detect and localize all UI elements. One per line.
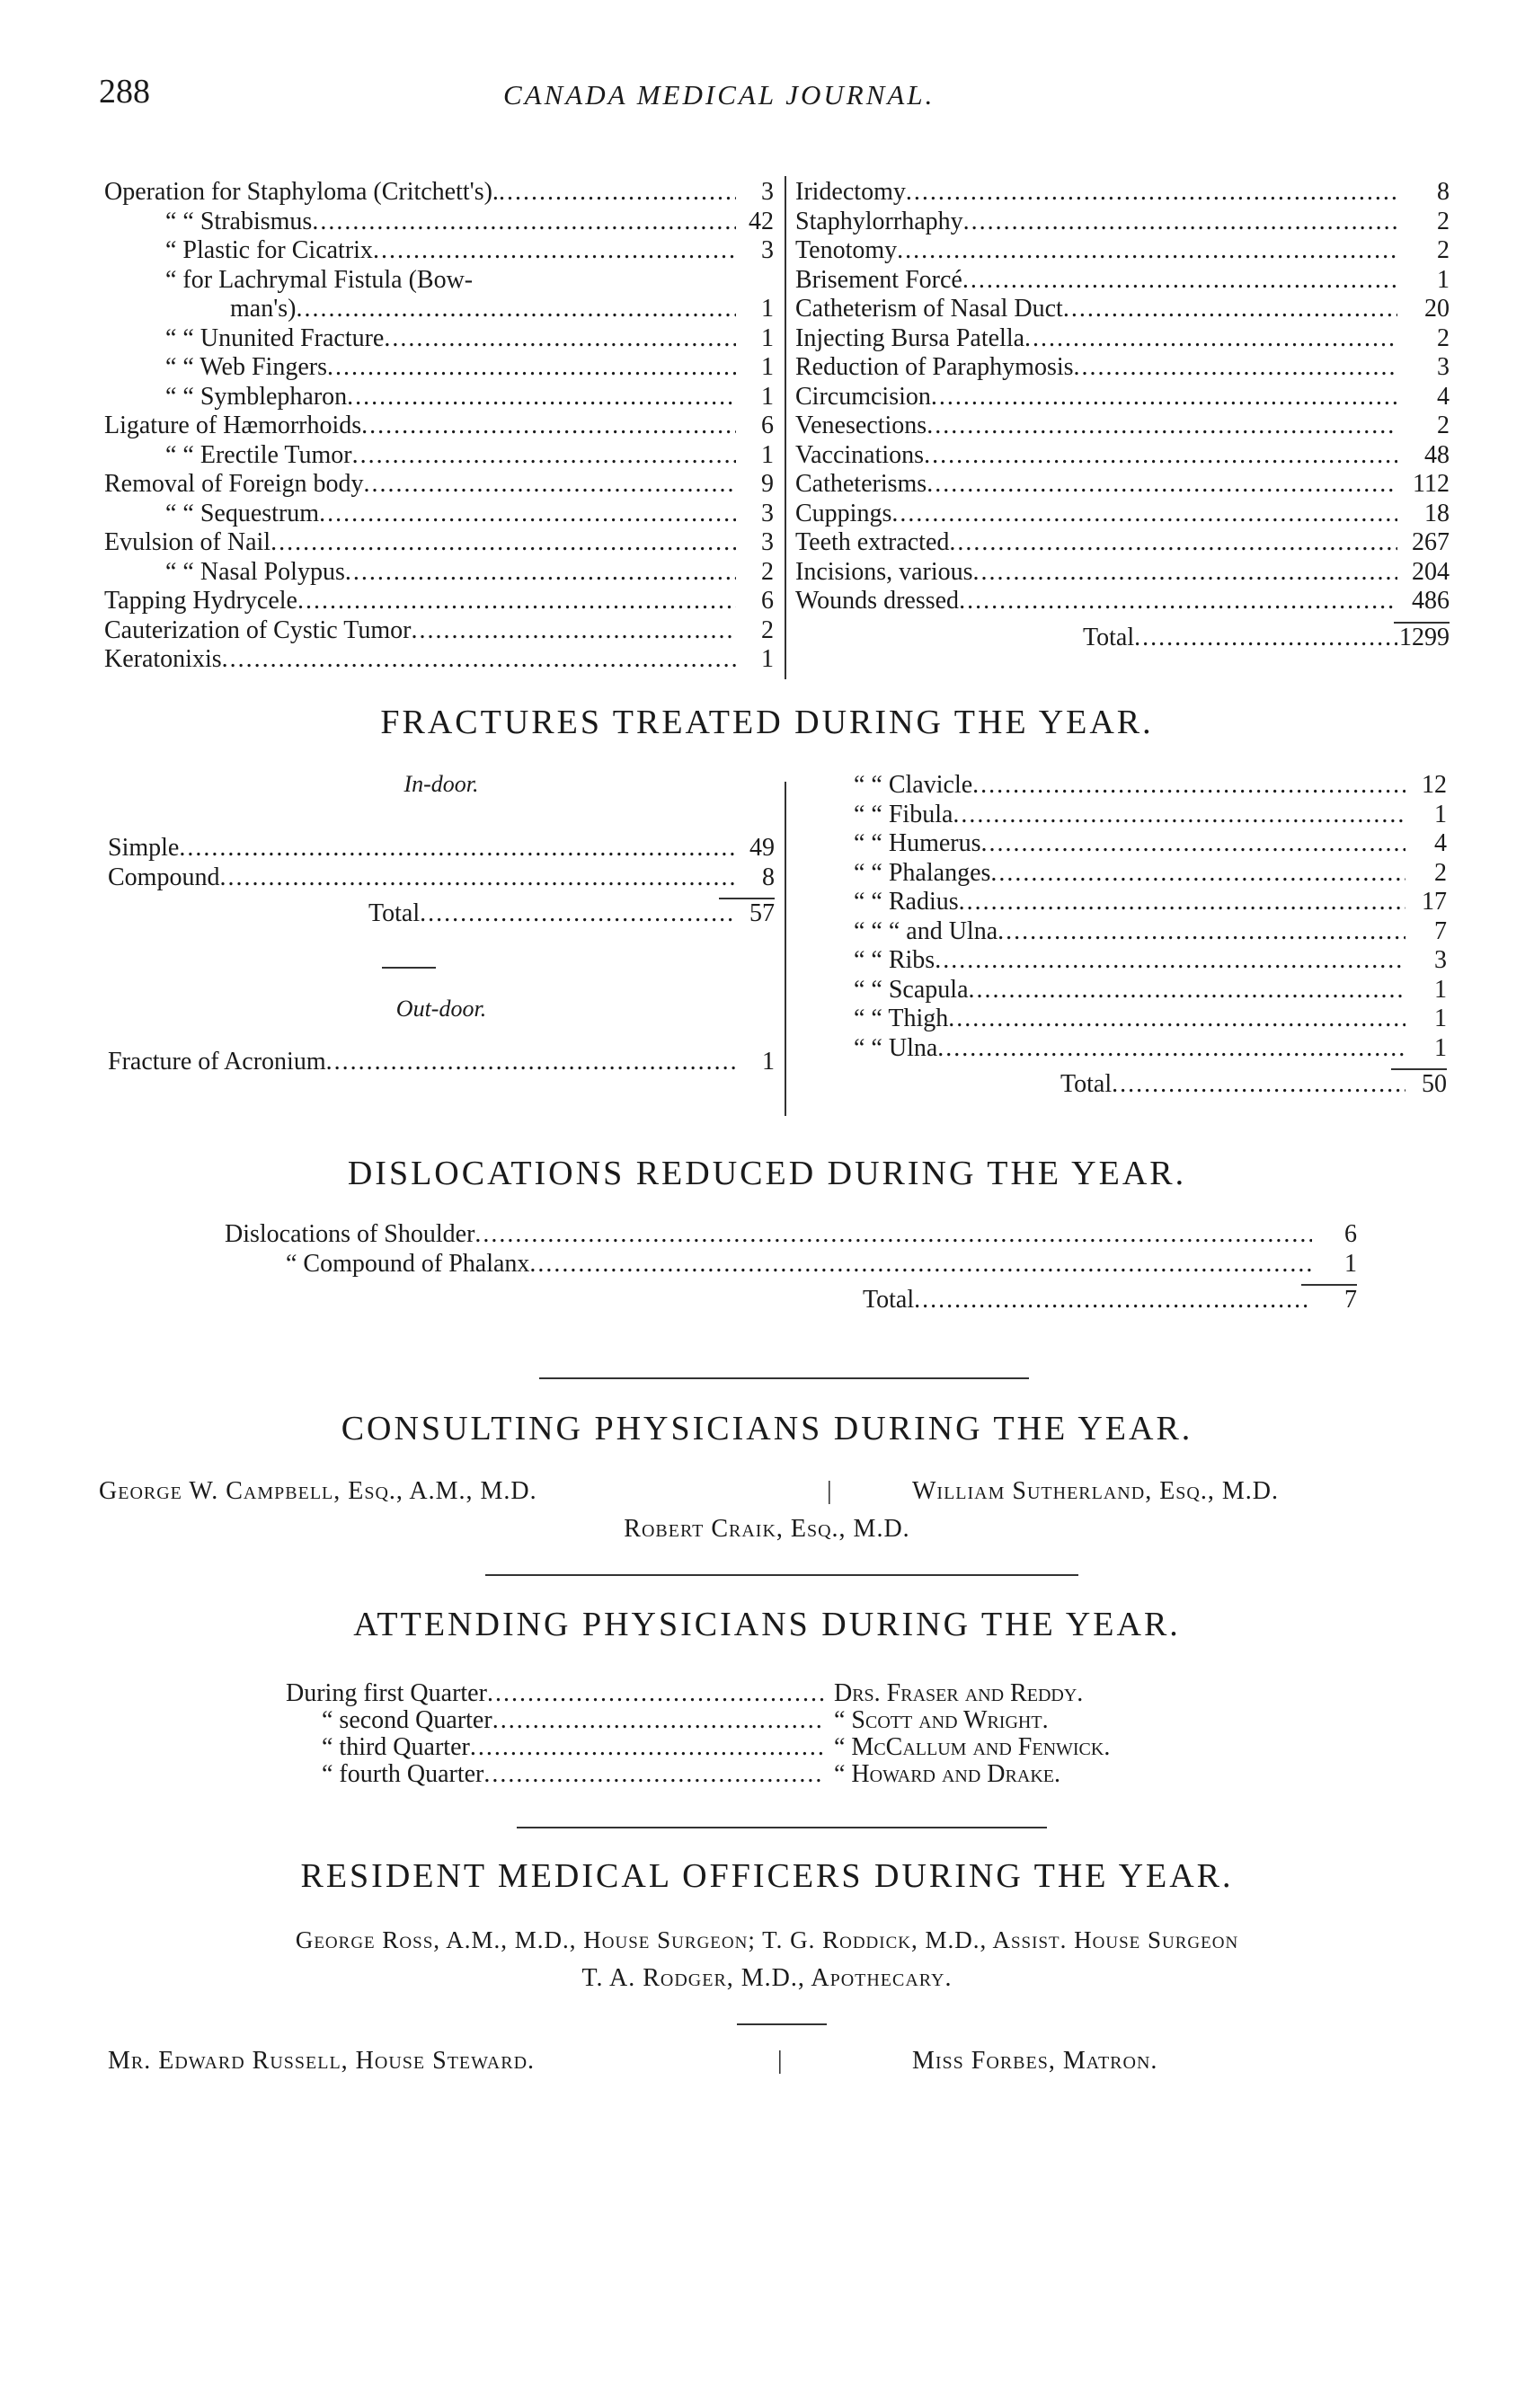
section-rule — [517, 1827, 1047, 1828]
row-label: “ “ Ribs — [854, 946, 935, 974]
row-label: Fracture of Acronium — [108, 1047, 326, 1076]
row-value: 42 — [749, 207, 774, 235]
table-row — [854, 888, 1447, 917]
row-label: Incisions, various — [795, 557, 973, 586]
leader-dots — [1134, 624, 1397, 653]
table-row — [104, 470, 774, 500]
row-value: 8 — [1437, 178, 1450, 206]
leader-dots — [981, 829, 1405, 859]
table-row — [225, 1250, 1357, 1279]
row-value: 6 — [761, 587, 774, 615]
leader-dots — [483, 1761, 825, 1788]
row-value: 267 — [1412, 528, 1450, 556]
row-label: Wounds dressed — [795, 587, 960, 615]
row-label: “ “ Fibula — [854, 800, 953, 828]
leader-dots — [953, 801, 1405, 830]
table-row — [104, 266, 774, 296]
leader-dots — [319, 500, 736, 529]
row-label: “ “ Clavicle — [854, 771, 973, 799]
table-row — [795, 528, 1450, 558]
row-value: 1 — [1434, 975, 1447, 1004]
leader-dots — [312, 208, 736, 237]
leader-dots — [352, 441, 736, 471]
dislocations-total-value: 7 — [1344, 1286, 1357, 1314]
consulting-right-name: William Sutherland, Esq., M.D. — [912, 1477, 1279, 1505]
row-value: 1 — [1437, 265, 1450, 294]
row-label: Operation for Staphyloma (Critchett's). — [104, 178, 499, 206]
consulting-center-row — [0, 1515, 1534, 1544]
section-rule — [539, 1377, 1029, 1379]
quarter-cell — [286, 1734, 825, 1761]
row-value: 2 — [1434, 858, 1447, 887]
doctors-cell: “ Scott and Wright. — [834, 1706, 1049, 1734]
row-label: “ “ Radius — [854, 888, 959, 916]
row-label: “ “ Web Fingers — [165, 353, 327, 381]
row-value: 6 — [1344, 1220, 1357, 1248]
row-label: “ Plastic for Cicatrix — [165, 236, 373, 264]
row-label: “ for Lachrymal Fistula (Bow- — [165, 265, 474, 294]
row-value: 3 — [761, 236, 774, 264]
resident-line-1: George Ross, A.M., M.D., House Surgeon; T. G. Roddick, M.D., Assist. House Surgeon — [295, 1926, 1239, 1953]
indoor-subheading: In-door. — [403, 771, 479, 797]
leader-dots — [998, 917, 1405, 947]
row-value: 4 — [1437, 382, 1450, 411]
fractures-right-column — [854, 771, 1447, 1100]
row-value: 3 — [1434, 946, 1447, 974]
leader-dots — [924, 441, 1397, 471]
leader-dots — [487, 1680, 825, 1707]
row-value: 1 — [761, 440, 774, 469]
column-divider — [785, 782, 786, 1116]
row-value: 1 — [1434, 1033, 1447, 1062]
leader-dots — [897, 236, 1397, 266]
leader-dots — [937, 1034, 1405, 1064]
leader-dots — [891, 500, 1397, 529]
row-label: Tenotomy — [795, 236, 898, 264]
row-value: 8 — [762, 863, 775, 891]
table-row — [108, 834, 775, 863]
row-value: 6 — [761, 412, 774, 439]
leader-dots — [990, 859, 1405, 889]
leader-dots — [296, 295, 736, 324]
leader-dots — [969, 976, 1406, 1005]
row-label: Evulsion of Nail — [104, 528, 271, 556]
row-label: “ “ Thigh — [854, 1005, 949, 1032]
leader-dots — [948, 1005, 1405, 1034]
row-label: Simple — [108, 834, 180, 862]
row-label: “ “ Sequestrum — [165, 499, 320, 527]
row-label: “ “ Strabismus — [165, 207, 313, 235]
table-row — [795, 441, 1450, 471]
table-row — [104, 324, 774, 354]
doctors-cell: Drs. Fraser and Reddy. — [834, 1679, 1084, 1707]
row-value: 48 — [1424, 440, 1450, 469]
attending-row — [286, 1734, 1319, 1761]
attending-row — [286, 1707, 1319, 1734]
row-label: Reduction of Paraphymosis — [795, 353, 1074, 381]
row-label: Injecting Bursa Patella — [795, 323, 1025, 352]
row-value: 112 — [1413, 470, 1450, 498]
indoor-total-value: 57 — [749, 899, 775, 927]
row-label: “ “ Symblepharon — [165, 382, 348, 411]
leader-dots — [364, 470, 736, 500]
table-row — [854, 976, 1447, 1005]
operations-left-column — [104, 178, 774, 675]
row-value: 1 — [762, 1047, 775, 1076]
total-label: Total — [1083, 623, 1135, 651]
leader-dots — [959, 587, 1397, 616]
doctors-cell: “ Howard and Drake. — [834, 1760, 1060, 1788]
table-row — [795, 208, 1450, 237]
short-rule — [737, 2023, 827, 2025]
row-value: 3 — [761, 528, 774, 556]
table-row — [104, 441, 774, 471]
row-value: 2 — [761, 557, 774, 586]
row-value: 204 — [1412, 557, 1450, 586]
row-label: Ligature of Hæmorrhoids — [104, 412, 362, 439]
table-row — [795, 412, 1450, 441]
row-label: Venesections — [795, 412, 927, 439]
row-value: 20 — [1424, 295, 1450, 323]
row-label: Removal of Foreign body — [104, 470, 364, 498]
page-number: 288 — [99, 73, 150, 111]
operations-total-row — [795, 624, 1450, 653]
resident-line-2: T. A. Rodger, M.D., Apothecary. — [581, 1964, 953, 1992]
leader-dots — [927, 470, 1397, 500]
row-value: 2 — [761, 615, 774, 644]
table-row — [108, 863, 775, 893]
row-label: man's) — [230, 295, 297, 323]
quarter-label: “ second Quarter — [322, 1706, 492, 1734]
row-label: Tapping Hydrycele — [104, 587, 297, 615]
row-value: 3 — [761, 499, 774, 527]
leader-dots — [222, 645, 736, 675]
leader-dots — [962, 266, 1397, 296]
row-value: 3 — [761, 178, 774, 206]
table-row — [104, 383, 774, 412]
quarter-cell — [286, 1761, 825, 1788]
table-row — [854, 917, 1447, 947]
row-label: Vaccinations — [795, 440, 925, 469]
leader-dots — [972, 771, 1405, 801]
row-label: “ Compound of Phalanx — [286, 1249, 530, 1278]
row-label: “ “ “ and Ulna — [854, 916, 998, 945]
table-row — [104, 178, 774, 208]
attending-row — [286, 1680, 1319, 1707]
page-header — [99, 72, 1444, 126]
attending-row — [286, 1761, 1319, 1788]
row-value: 2 — [1437, 323, 1450, 352]
row-value: 1 — [761, 353, 774, 381]
row-label: “ “ Erectile Tumor — [165, 440, 352, 469]
indoor-total-row: Total ..... 57 — [108, 899, 775, 929]
leader-dots — [347, 383, 736, 412]
table-row — [795, 587, 1450, 616]
table-row — [795, 470, 1450, 500]
table-row — [795, 353, 1450, 383]
row-value: 2 — [1437, 412, 1450, 439]
row-label: Catheterisms — [795, 470, 927, 498]
row-value: 12 — [1422, 771, 1447, 799]
running-title: CANADA MEDICAL JOURNAL. — [503, 79, 935, 111]
table-row — [104, 616, 774, 646]
leader-dots — [373, 236, 736, 266]
row-value: 49 — [749, 834, 775, 862]
quarter-cell — [286, 1680, 825, 1707]
table-row — [104, 558, 774, 588]
row-label: “ “ Scapula — [854, 975, 969, 1004]
row-label: Iridectomy — [795, 178, 906, 206]
row-value: 3 — [1437, 353, 1450, 381]
consulting-heading: CONSULTING PHYSICIANS DURING THE YEAR. — [341, 1410, 1193, 1447]
leader-dots — [179, 834, 737, 863]
leader-dots — [219, 863, 737, 893]
table-row — [795, 500, 1450, 529]
row-value: 2 — [1437, 207, 1450, 235]
row-label: “ “ Phalanges — [854, 858, 991, 887]
leader-dots — [470, 1734, 825, 1761]
table-row — [854, 829, 1447, 859]
table-row — [854, 1005, 1447, 1034]
table-row — [854, 859, 1447, 889]
leader-dots — [1024, 324, 1397, 354]
table-row — [104, 208, 774, 237]
leader-dots — [906, 178, 1397, 208]
house-steward: Mr. Edward Russell, House Steward. — [108, 2047, 536, 2075]
row-value: 7 — [1434, 916, 1447, 945]
row-label: “ “ Ununited Fracture — [165, 323, 385, 352]
table-row — [795, 383, 1450, 412]
row-value: 1 — [1434, 1005, 1447, 1032]
table-row — [104, 412, 774, 441]
leader-dots — [931, 383, 1397, 412]
matron: Miss Forbes, Matron. — [912, 2047, 1158, 2075]
row-label: “ “ Humerus — [854, 829, 981, 857]
table-row — [104, 295, 774, 324]
row-value: 4 — [1434, 829, 1447, 857]
row-label: Keratonixis — [104, 645, 222, 673]
row-value: 17 — [1422, 888, 1447, 916]
table-row — [104, 645, 774, 675]
table-row — [854, 801, 1447, 830]
row-label: Cuppings — [795, 499, 892, 527]
row-value: 486 — [1412, 587, 1450, 615]
row-value: 1 — [1344, 1249, 1357, 1278]
fractures-total-value: 50 — [1422, 1070, 1447, 1098]
table-row — [795, 558, 1450, 588]
leader-dots — [529, 1250, 1312, 1279]
row-value: 9 — [761, 470, 774, 498]
attending-table — [286, 1680, 1319, 1788]
dislocations-table — [225, 1220, 1357, 1315]
row-label: Brisement Forcé — [795, 265, 962, 294]
leader-dots — [973, 558, 1397, 588]
leader-dots — [384, 324, 736, 354]
row-label: “ “ Ulna — [854, 1033, 938, 1062]
leader-dots — [959, 888, 1405, 917]
leader-dots — [949, 528, 1397, 558]
row-label: “ “ Nasal Polypus — [165, 557, 345, 586]
row-label: Cauterization of Cystic Tumor — [104, 615, 412, 644]
dislocations-heading: DISLOCATIONS REDUCED DURING THE YEAR. — [347, 1155, 1187, 1192]
table-row — [795, 266, 1450, 296]
leader-dots — [411, 616, 736, 646]
leader-dots — [1074, 353, 1397, 383]
fractures-total-row: Total ..... 50 — [854, 1070, 1447, 1100]
row-value: 1 — [761, 323, 774, 352]
table-row — [225, 1220, 1357, 1250]
row-label: Teeth extracted — [795, 528, 950, 556]
row-value: 2 — [1437, 236, 1450, 264]
row-value: 18 — [1424, 499, 1450, 527]
consulting-center-name: Robert Craik, Esq., M.D. — [624, 1515, 910, 1543]
quarter-label: During first Quarter — [286, 1679, 487, 1707]
leader-dots — [935, 946, 1405, 976]
dislocations-total-row: Total ..... 7 — [225, 1286, 1357, 1315]
leader-dots — [499, 178, 736, 208]
table-row — [104, 236, 774, 266]
quarter-label: “ third Quarter — [322, 1733, 470, 1761]
name-separator: | — [827, 1477, 833, 1505]
table-row — [854, 771, 1447, 801]
leader-dots — [492, 1707, 825, 1734]
doctors-cell: “ McCallum and Fenwick. — [834, 1733, 1111, 1761]
leader-dots — [474, 1220, 1312, 1250]
table-row — [104, 353, 774, 383]
name-separator: | — [777, 2047, 784, 2075]
table-row — [104, 528, 774, 558]
leader-dots — [361, 412, 736, 441]
table-row — [795, 236, 1450, 266]
leader-dots — [1063, 295, 1397, 324]
leader-dots — [345, 558, 736, 588]
consulting-left-name: George W. Campbell, Esq., A.M., M.D. — [99, 1477, 537, 1505]
row-value: 1 — [761, 645, 774, 673]
row-value: 1 — [761, 382, 774, 411]
row-label: Staphylorrhaphy — [795, 207, 963, 235]
table-row — [795, 295, 1450, 324]
table-row — [108, 1048, 775, 1077]
leader-dots — [927, 412, 1397, 441]
row-value: 1 — [1434, 800, 1447, 828]
leader-dots — [297, 587, 736, 616]
row-label: Dislocations of Shoulder — [225, 1220, 475, 1248]
row-label: Circumcision — [795, 382, 931, 411]
table-row — [854, 1034, 1447, 1064]
quarter-label: “ fourth Quarter — [322, 1760, 484, 1788]
table-row — [854, 946, 1447, 976]
table-row — [795, 178, 1450, 208]
row-label: Compound — [108, 863, 220, 891]
leader-dots — [963, 208, 1397, 237]
outdoor-subheading: Out-door. — [395, 995, 487, 1022]
table-row — [104, 587, 774, 616]
table-row — [795, 324, 1450, 354]
fractures-left-column — [108, 771, 775, 1076]
table-row — [104, 500, 774, 529]
section-rule — [485, 1574, 1078, 1576]
leader-dots — [327, 353, 736, 383]
leader-dots — [326, 1048, 737, 1077]
operations-right-column — [795, 178, 1450, 652]
leader-dots — [270, 528, 736, 558]
operations-total-value: 1299 — [1399, 623, 1450, 651]
resident-heading: RESIDENT MEDICAL OFFICERS DURING THE YEAR. — [300, 1857, 1234, 1895]
row-label: Catheterism of Nasal Duct — [795, 295, 1063, 323]
quarter-cell — [286, 1707, 825, 1734]
column-divider — [785, 176, 786, 679]
fractures-heading: FRACTURES TREATED DURING THE YEAR. — [380, 704, 1154, 741]
row-value: 1 — [761, 295, 774, 323]
attending-heading: ATTENDING PHYSICIANS DURING THE YEAR. — [353, 1606, 1181, 1643]
